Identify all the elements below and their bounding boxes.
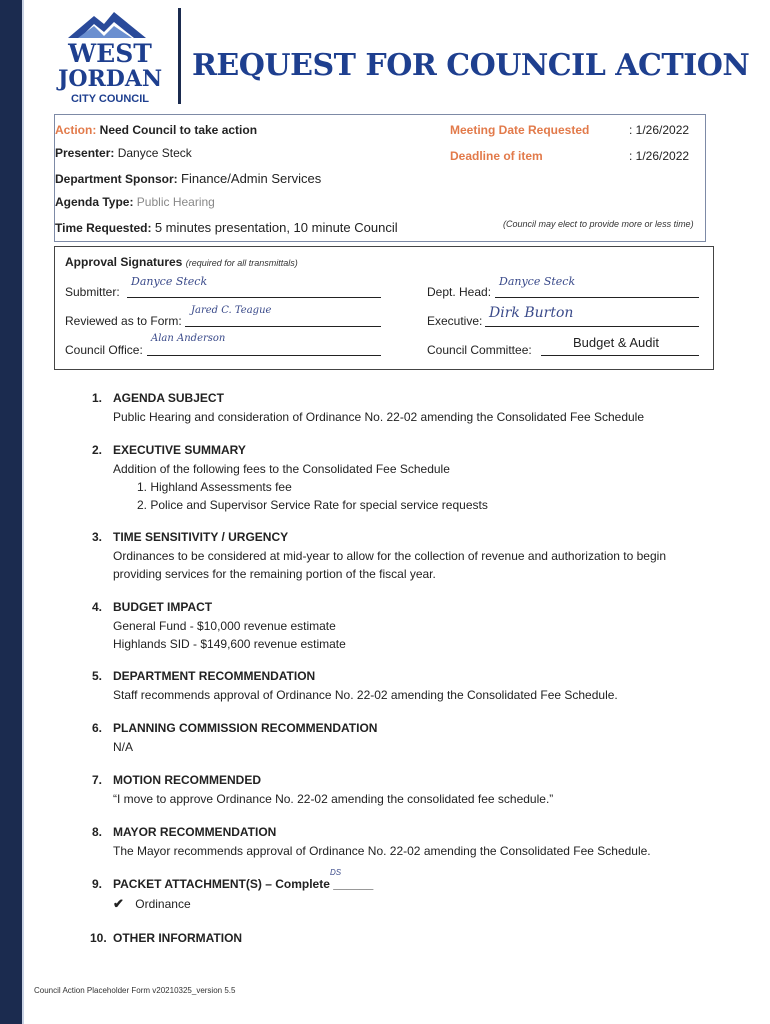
item-line: Staff recommends approval of Ordinance No. 22-02 amending the Consolidated Fee Schedule. (113, 688, 618, 702)
signatures-heading: Approval Signatures (65, 255, 183, 269)
submitter-line (127, 297, 381, 298)
item-number: 1. (92, 391, 103, 405)
sub-list-item: 2. Police and Supervisor Service Rate for special service requests (137, 498, 488, 512)
agenda-type-label: Agenda Type: (55, 195, 134, 209)
item-line: “I move to approve Ordinance No. 22-02 amending the consolidated fee schedule.” (113, 792, 554, 806)
checkmark-icon: ✔ (113, 896, 124, 911)
dept-sponsor-row (55, 171, 321, 186)
item-number: 2. (92, 443, 103, 457)
council-committee-value: Budget & Audit (573, 335, 660, 350)
item-line: Addition of the following fees to the Consolidated Fee Schedule (113, 462, 450, 476)
logo-word-jordan: JORDAN (57, 66, 163, 92)
sidebar-stripe (22, 0, 24, 1024)
item-number: 5. (92, 669, 103, 683)
item-heading: TIME SENSITIVITY / URGENCY (113, 530, 289, 544)
meeting-date-label: Meeting Date Requested (450, 123, 590, 137)
dept-sponsor-label: Department Sponsor: (55, 172, 178, 186)
presenter-label: Presenter: (55, 146, 115, 160)
agenda-type-value: Public Hearing (136, 195, 215, 209)
time-requested-label: Time Requested: (55, 221, 152, 235)
item-number: 6. (92, 721, 103, 735)
presenter-value: Danyce Steck (117, 146, 192, 160)
item-number: 10. (90, 931, 107, 945)
item-heading: DEPARTMENT RECOMMENDATION (113, 669, 316, 683)
item-line: Public Hearing and consideration of Ordinance No. 22-02 amending the Consolidated Fee Schedule (113, 410, 645, 424)
left-sidebar-bar (0, 0, 22, 1024)
presenter-row (55, 146, 192, 160)
signatures-heading-row (65, 255, 298, 269)
attachment-ordinance: Ordinance (135, 897, 191, 911)
action-row (55, 123, 257, 137)
submitter-label: Submitter: (65, 285, 120, 299)
deadline-value: : 1/26/2022 (629, 149, 690, 163)
time-note: (Council may elect to provide more or less time) (503, 219, 694, 229)
action-label: Action: (55, 123, 97, 137)
item-heading: OTHER INFORMATION (113, 931, 243, 945)
item-heading: EXECUTIVE SUMMARY (113, 443, 246, 457)
item-heading: PACKET ATTACHMENT(S) – Complete ______ (113, 877, 374, 891)
deadline-label: Deadline of item (450, 149, 543, 163)
council-office-signature: Alan Anderson (151, 333, 226, 344)
council-committee-label: Council Committee: (427, 343, 532, 357)
logo-divider (178, 8, 181, 104)
dept-head-line (495, 297, 699, 298)
council-office-line (147, 355, 381, 356)
dept-head-label: Dept. Head: (427, 285, 492, 299)
request-details-box (54, 114, 706, 242)
item-number: 3. (92, 530, 103, 544)
submitter-signature: Danyce Steck (131, 275, 208, 288)
action-value: Need Council to take action (99, 123, 258, 137)
item-line: N/A (113, 740, 134, 754)
time-requested-value: 5 minutes presentation, 10 minute Council (154, 220, 398, 235)
reviewed-signature: Jared C. Teague (191, 305, 272, 316)
item-number: 9. (92, 877, 103, 891)
initials-mark: DS (330, 868, 342, 877)
sub-list-item: 1. Highland Assessments fee (137, 480, 292, 494)
council-office-label: Council Office: (65, 343, 143, 357)
item-heading: MAYOR RECOMMENDATION (113, 825, 277, 839)
dept-head-signature: Danyce Steck (499, 275, 576, 288)
item-heading: AGENDA SUBJECT (113, 391, 224, 405)
dept-sponsor-value: Finance/Admin Services (181, 171, 322, 186)
page-title: REQUEST FOR COUNCIL ACTION (192, 48, 750, 83)
executive-line (485, 326, 699, 327)
item-heading: BUDGET IMPACT (113, 600, 213, 614)
reviewed-label: Reviewed as to Form: (65, 314, 182, 328)
meeting-date-value: : 1/26/2022 (629, 123, 690, 137)
item-number: 7. (92, 773, 103, 787)
executive-signature: Dirk Burton (489, 305, 574, 321)
council-committee-line (541, 355, 699, 356)
signatures-heading-note: (required for all transmittals) (185, 258, 298, 268)
approval-signatures-box (54, 246, 714, 370)
time-requested-row (55, 220, 398, 235)
item-heading: PLANNING COMMISSION RECOMMENDATION (113, 721, 378, 735)
item-line: Ordinances to be considered at mid-year to allow for the collection of revenue and authorization to begin providing services for the remaining portion of the fiscal year. (113, 549, 666, 581)
item-heading: MOTION RECOMMENDED (113, 773, 261, 787)
item-number: 4. (92, 600, 103, 614)
footer-form-version: Council Action Placeholder Form v20210325_version 5.5 (34, 986, 236, 995)
item-line: The Mayor recommends approval of Ordinance No. 22-02 amending the Consolidated Fee Schedule. (113, 844, 651, 858)
item-number: 8. (92, 825, 103, 839)
mountain-logo-icon (48, 8, 172, 108)
agenda-type-row (55, 195, 215, 209)
reviewed-line (185, 326, 381, 327)
item-line: General Fund - $10,000 revenue estimate (113, 619, 336, 633)
item-line: Highlands SID - $149,600 revenue estimate (113, 637, 346, 651)
logo-word-city-council: CITY COUNCIL (70, 93, 150, 105)
executive-label: Executive: (427, 314, 483, 328)
logo-word-west: WEST (68, 39, 152, 68)
west-jordan-logo (48, 8, 172, 108)
